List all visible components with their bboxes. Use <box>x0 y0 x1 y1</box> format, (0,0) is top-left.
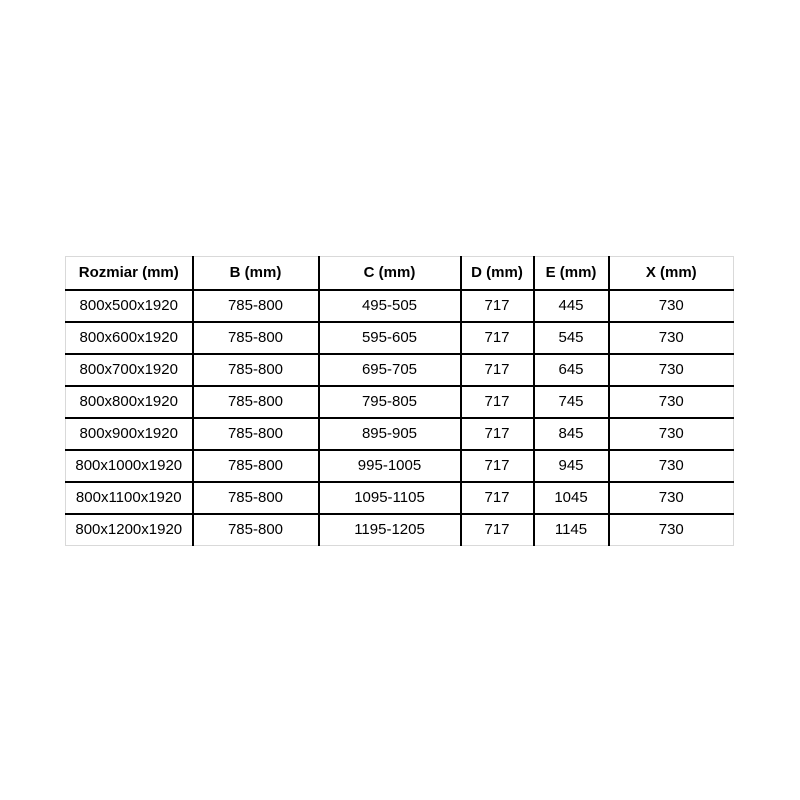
column-header-e: E (mm) <box>534 257 609 290</box>
column-header-rozmiar: Rozmiar (mm) <box>66 257 193 290</box>
cell-e: 445 <box>534 290 609 322</box>
cell-d: 717 <box>461 354 534 386</box>
cell-x: 730 <box>609 386 734 418</box>
table-row <box>66 386 734 418</box>
cell-b: 785-800 <box>193 514 319 546</box>
cell-rozmiar: 800x1100x1920 <box>66 482 193 514</box>
cell-b: 785-800 <box>193 322 319 354</box>
cell-rozmiar: 800x600x1920 <box>66 322 193 354</box>
cell-x: 730 <box>609 354 734 386</box>
table-row <box>66 482 734 514</box>
cell-x: 730 <box>609 322 734 354</box>
table-row <box>66 514 734 546</box>
cell-x: 730 <box>609 290 734 322</box>
column-header-x: X (mm) <box>609 257 734 290</box>
cell-b: 785-800 <box>193 354 319 386</box>
cell-x: 730 <box>609 514 734 546</box>
cell-x: 730 <box>609 450 734 482</box>
cell-rozmiar: 800x700x1920 <box>66 354 193 386</box>
table-row <box>66 418 734 450</box>
cell-c: 495-505 <box>319 290 461 322</box>
column-header-d: D (mm) <box>461 257 534 290</box>
cell-b: 785-800 <box>193 290 319 322</box>
cell-d: 717 <box>461 514 534 546</box>
cell-c: 1195-1205 <box>319 514 461 546</box>
cell-d: 717 <box>461 322 534 354</box>
cell-d: 717 <box>461 418 534 450</box>
table-row <box>66 354 734 386</box>
cell-rozmiar: 800x500x1920 <box>66 290 193 322</box>
cell-e: 1045 <box>534 482 609 514</box>
cell-b: 785-800 <box>193 386 319 418</box>
cell-c: 895-905 <box>319 418 461 450</box>
dimensions-table <box>65 256 734 546</box>
cell-c: 695-705 <box>319 354 461 386</box>
cell-rozmiar: 800x900x1920 <box>66 418 193 450</box>
cell-c: 1095-1105 <box>319 482 461 514</box>
column-header-c: C (mm) <box>319 257 461 290</box>
table-row <box>66 322 734 354</box>
cell-e: 945 <box>534 450 609 482</box>
cell-x: 730 <box>609 482 734 514</box>
table-row <box>66 290 734 322</box>
cell-d: 717 <box>461 450 534 482</box>
cell-e: 745 <box>534 386 609 418</box>
cell-rozmiar: 800x800x1920 <box>66 386 193 418</box>
column-header-b: B (mm) <box>193 257 319 290</box>
cell-rozmiar: 800x1200x1920 <box>66 514 193 546</box>
cell-c: 595-605 <box>319 322 461 354</box>
table-header-row <box>66 257 734 290</box>
table-row <box>66 450 734 482</box>
cell-d: 717 <box>461 482 534 514</box>
cell-rozmiar: 800x1000x1920 <box>66 450 193 482</box>
cell-c: 795-805 <box>319 386 461 418</box>
cell-b: 785-800 <box>193 450 319 482</box>
cell-e: 1145 <box>534 514 609 546</box>
cell-e: 645 <box>534 354 609 386</box>
cell-c: 995-1005 <box>319 450 461 482</box>
cell-d: 717 <box>461 386 534 418</box>
cell-b: 785-800 <box>193 482 319 514</box>
cell-d: 717 <box>461 290 534 322</box>
cell-x: 730 <box>609 418 734 450</box>
cell-e: 845 <box>534 418 609 450</box>
cell-b: 785-800 <box>193 418 319 450</box>
cell-e: 545 <box>534 322 609 354</box>
